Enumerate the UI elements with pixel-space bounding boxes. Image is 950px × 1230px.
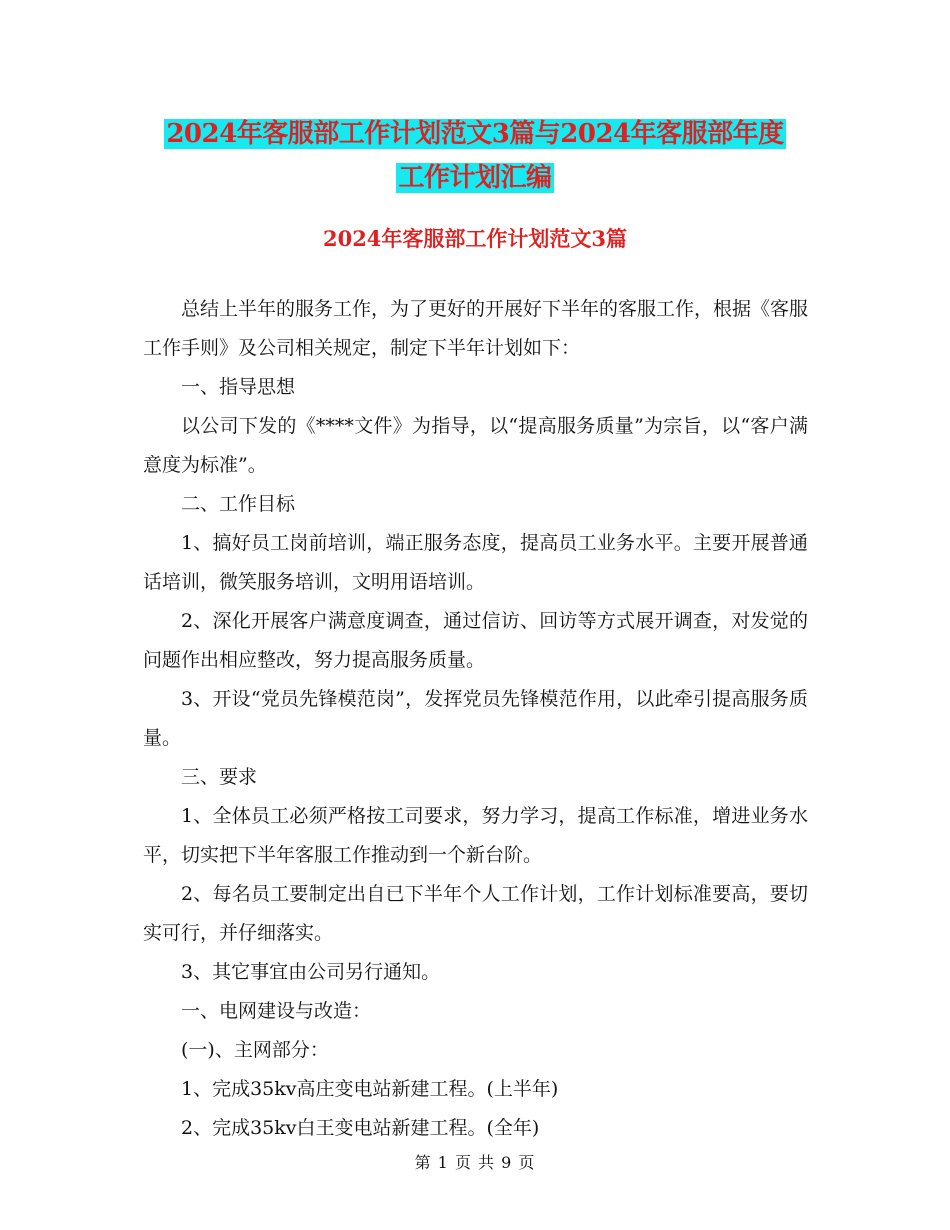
paragraph: 以公司下发的《****文件》为指导，以“提高服务质量”为宗旨，以“客户满意度为标准”。 — [143, 415, 808, 476]
paragraph: 1、完成35kv高庄变电站新建工程。(上半年) — [181, 1078, 559, 1100]
paragraph: 2、完成35kv白王变电站新建工程。(全年) — [181, 1117, 540, 1139]
document-title — [0, 112, 950, 200]
paragraph: 1、全体员工必须严格按工司要求，努力学习，提高工作标准，增进业务水平，切实把下半年客服工作推动到一个新台阶。 — [143, 805, 808, 866]
document-title-line-1 — [0, 112, 950, 156]
paragraph: 2、深化开展客户满意度调查，通过信访、回访等方式展开调查，对发觉的问题作出相应整改，努力提高服务质量。 — [143, 610, 808, 671]
paragraph: 三、要求 — [181, 766, 258, 788]
paragraph: 2、每名员工要制定出自已下半年个人工作计划，工作计划标准要高，要切实可行，并仔细落实。 — [143, 883, 808, 944]
paragraph: 一、指导思想 — [181, 376, 296, 398]
title-highlight: 2024年客服部工作计划范文3篇与2024年客服部年度 — [166, 119, 784, 149]
paragraph: 二、工作目标 — [181, 493, 296, 515]
page-footer: 第 1 页 共 9 页 — [414, 1153, 536, 1172]
paragraph: 3、其它事宜由公司另行通知。 — [181, 961, 441, 983]
paragraph: 一、电网建设与改造： — [181, 1000, 372, 1022]
document-body — [143, 290, 808, 1148]
paragraph: 总结上半年的服务工作，为了更好的开展好下半年的客服工作，根据《客服工作手则》及公司相关规定，制定下半年计划如下： — [143, 298, 809, 359]
section-title: 2024年客服部工作计划范文3篇 — [322, 226, 628, 251]
paragraph: (一)、主网部分： — [181, 1039, 329, 1061]
paragraph: 3、开设“党员先锋模范岗”，发挥党员先锋模范作用，以此牵引提高服务质量。 — [143, 688, 808, 749]
title-highlight: 工作计划汇编 — [398, 163, 552, 193]
document-title-line-2 — [0, 156, 950, 200]
paragraph: 1、搞好员工岗前培训，端正服务态度，提高员工业务水平。主要开展普通话培训，微笑服务培训，文明用语培训。 — [143, 532, 808, 593]
